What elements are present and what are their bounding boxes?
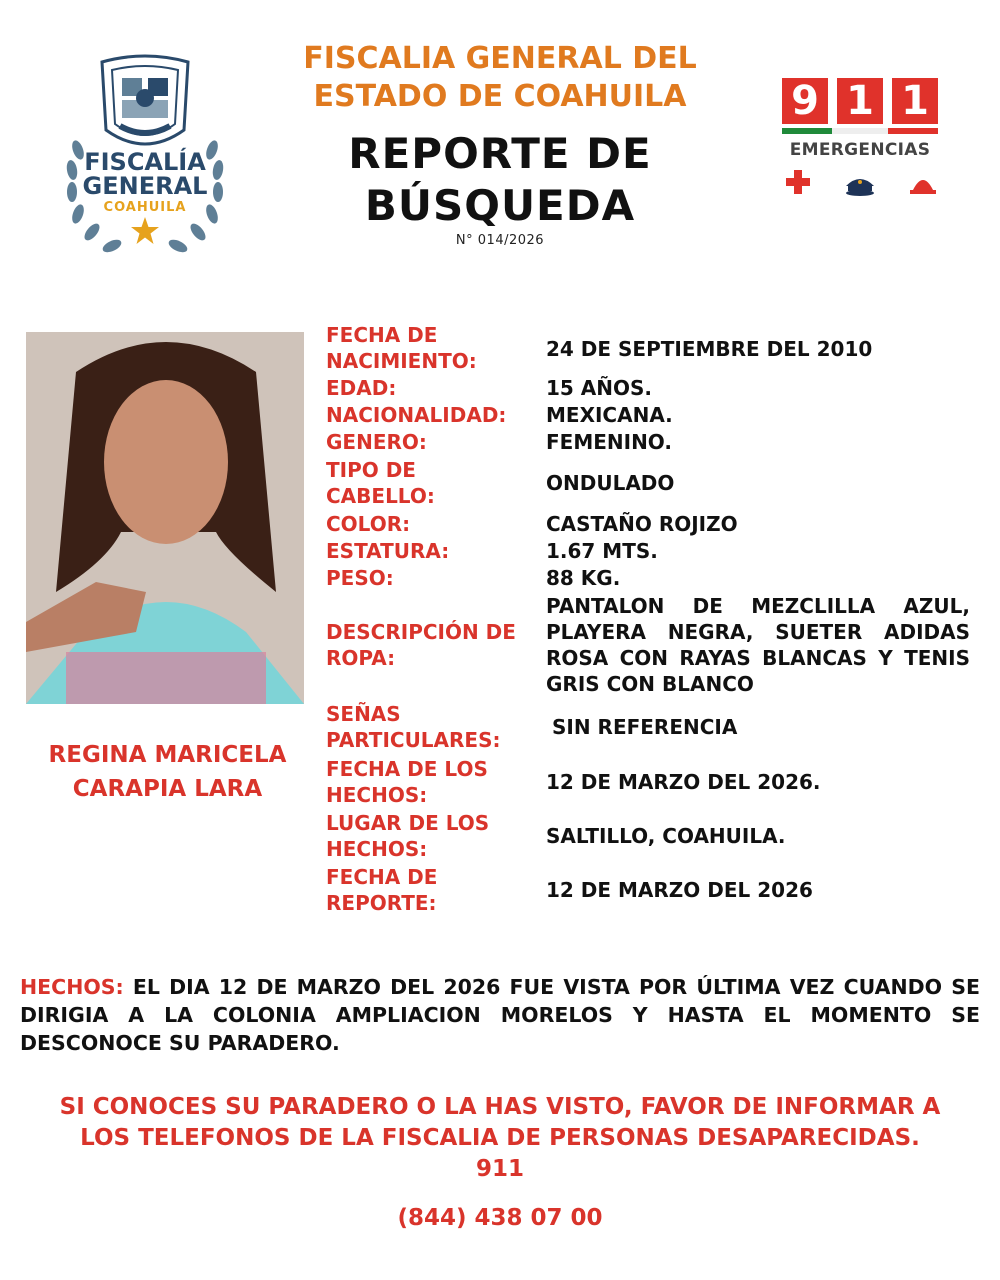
agency-line-2: ESTADO DE COAHUILA [313, 79, 687, 114]
value-report-date: 12 DE MARZO DEL 2026 [546, 878, 813, 902]
value-birthdate: 24 DE SEPTIEMBRE DEL 2010 [546, 337, 873, 361]
value-clothing: PANTALON DE MEZCLILLA AZUL, PLAYERA NEGRA, SUETER ADIDAS ROSA CON RAYAS BLANCAS Y TENIS GRIS CON BLANCO [546, 594, 970, 696]
logo-line-fiscalia: FISCALÍA [84, 148, 206, 176]
value-distinguishing-marks: SIN REFERENCIA [552, 715, 738, 739]
facts-label: HECHOS: [20, 975, 124, 999]
label-age: EDAD: [326, 376, 397, 400]
label-distinguishing-marks: SEÑAS PARTICULARES: [326, 702, 501, 752]
value-nationality: MEXICANA. [546, 403, 673, 427]
digit-9: 9 [782, 78, 828, 124]
digit-1-second: 1 [892, 78, 938, 124]
title-line-1: REPORTE DE [348, 129, 652, 178]
star-icon [130, 216, 160, 246]
flag-strip-red [888, 128, 938, 134]
missing-person-name [20, 738, 315, 806]
value-weight: 88 KG. [546, 566, 621, 590]
facts-paragraph [20, 973, 980, 1057]
flag-strip-green [782, 128, 832, 134]
fiscalia-logo [60, 50, 230, 250]
agency-line-1: FISCALIA GENERAL DEL [303, 41, 697, 76]
label-color: COLOR: [326, 512, 411, 536]
value-color: CASTAÑO ROJIZO [546, 512, 738, 536]
emergencias-label: EMERGENCIAS [789, 140, 931, 160]
label-clothing: DESCRIPCIÓN DE ROPA: [326, 620, 516, 670]
appeal-line-1: SI CONOCES SU PARADERO O LA HAS VISTO, FAVOR DE INFORMAR A [59, 1094, 941, 1120]
emergency-911-logo [780, 78, 940, 198]
firefighter-helmet-icon [908, 172, 938, 196]
report-number: N° 014/2026 [455, 233, 545, 248]
red-cross-icon [784, 168, 812, 196]
label-incident-date: FECHA DE LOS HECHOS: [326, 757, 488, 807]
value-hair-type: ONDULADO [546, 471, 675, 495]
label-incident-place: LUGAR DE LOS HECHOS: [326, 811, 490, 861]
portrait-illustration [26, 332, 304, 704]
logo-line-general: GENERAL [82, 172, 208, 200]
value-gender: FEMENINO. [546, 430, 672, 454]
digit-1-first: 1 [837, 78, 883, 124]
agency-title [250, 40, 750, 116]
appeal-line-3: 911 [475, 1156, 524, 1182]
value-age: 15 AÑOS. [546, 376, 653, 400]
value-height: 1.67 MTS. [546, 539, 658, 563]
facts-text: EL DIA 12 DE MARZO DEL 2026 FUE VISTA POR ÚLTIMA VEZ CUANDO SE DIRIGIA A LA COLONIA AMPLIACION MORELOS Y HASTA EL MOMENTO SE DESCONOCE SU PARADERO. [20, 975, 981, 1055]
label-birthdate: FECHA DE NACIMIENTO: [326, 323, 477, 373]
label-weight: PESO: [326, 566, 394, 590]
flag-strip-white [832, 128, 888, 134]
report-title [250, 128, 750, 232]
missing-person-photo [26, 332, 304, 704]
label-hair-type: TIPO DE CABELLO: [326, 458, 435, 508]
appeal-line-2: LOS TELEFONOS DE LA FISCALIA DE PERSONAS DESAPARECIDAS. [80, 1125, 920, 1151]
label-nationality: NACIONALIDAD: [326, 403, 507, 427]
label-height: ESTATURA: [326, 539, 450, 563]
name-line-1: REGINA MARICELA [48, 742, 287, 768]
contact-appeal [20, 1092, 980, 1185]
value-incident-place: SALTILLO, COAHUILA. [546, 824, 786, 848]
title-line-2: BÚSQUEDA [364, 181, 636, 230]
name-line-2: CARAPIA LARA [72, 776, 263, 802]
label-gender: GENERO: [326, 430, 427, 454]
contact-phone: (844) 438 07 00 [397, 1205, 603, 1231]
police-cap-icon [843, 172, 877, 196]
value-incident-date: 12 DE MARZO DEL 2026. [546, 770, 821, 794]
label-report-date: FECHA DE REPORTE: [326, 865, 438, 915]
logo-line-coahuila: COAHUILA [103, 200, 187, 215]
